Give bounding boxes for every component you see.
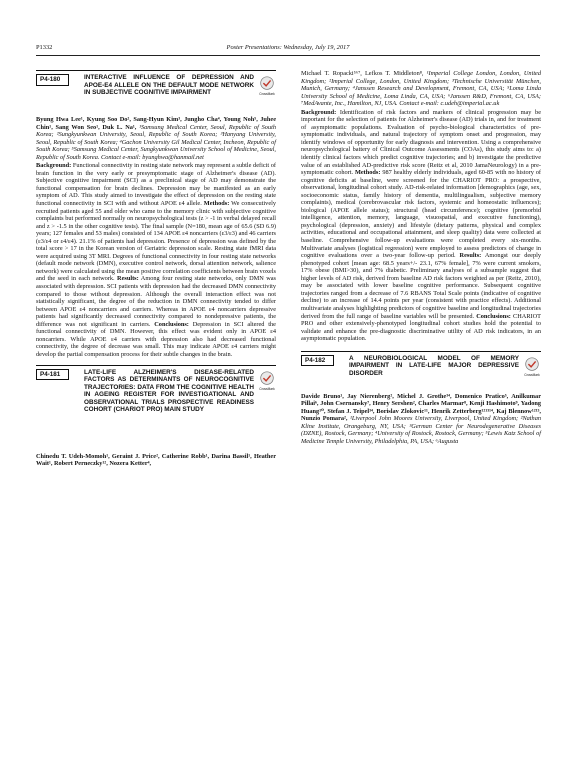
affiliations: ¹Liverpool John Moores University, Liverpool, United Kingdom; ²Nathan Kline Institute, Orangeburg, NY, USA; ³German Center for Neurodegenerative Diseases (DZNE), Rostock, Germany; ⁴University of Rostock, Rostock, Germany; ⁵Lewis Katz School of Medicine Temple University, Philadelphia, PA, USA; ⁶Augusta [301,415,542,445]
crossmark-logo[interactable] [258,75,276,96]
crossmark-label: CrossMark [259,386,275,391]
section-text: 987 healthy elderly individuals, aged 60-85 with no history of cognitive deficits at baseline, were screened for the CHARIOT PRO: a prospective, observational, longitudinal cohort study. AD-risk-related information [demographics (age, sex, socioeconomic status, family history of dementia, multilingualism, subjective memory complaints), medical (cerebrovascular risk factors, systemic and homeostatic influences); biological (APOE allele status); structural (head circumference); cognitive (premorbid intelligence, attention, memory, language, visuospatial, and executive functioning), psychological (depression, anxiety) and lifestyle (dietary patterns, physical and complex activities, educational and occupational attainment, and sleep quality) data were collected at baseline. Comprehensive follow-up evaluations were completed every six-months. Multivariate analyses (logistical regression) were employed to assess predictors of change in cognitive evaluations over a two-year follow-up period. [301,169,541,260]
abstract-body [301,109,541,343]
section-text: CHARIOT PRO and other extensively-phenotyped longitudinal cohort studies hold the potential to validate and enhance the pre-diagnostic discriminative utility of AD risk indicators, in an asymptomatic population. [301,312,542,343]
abstract-header [36,365,276,449]
abstract-p4-182 [301,351,541,446]
section-text: Identification of risk factors and markers of clinical progression may be important for the selection of patients for Alzheimer's disease (AD) trials in, and for treatment of asymptomatic populations. Evaluation of psycho-biological characteristics of pre-symptomatic individuals, and natural trajectory of symptom onset and progression, may identify windows of opportunity for early diagnosis and intervention. Using a comprehensive neuropsychological battery of Clinical Outcome Assessments (COAs), this study aims to: a) identify clinical factors which predict cognitive trajectories; and b) investigate the predictive value of an established AD-predictive risk score (Reitz et al, 2010 JamaNeurology) in a pre-symptomatic cohort. [301,108,541,177]
left-column [36,70,276,474]
section-label: Methods: [203,200,230,208]
crossmark-label: CrossMark [524,372,540,377]
section-label: Background: [36,162,72,170]
abstract-title: INTERACTIVE INFLUENCE OF DEPRESSION AND APOE-E4 ALLELE ON THE DEFAULT MODE NETWORK IN SUBJECTIVE COGNITIVE IMPAIRMENT [84,74,254,97]
section-label: Background: [301,108,337,116]
section-label: Methods: [354,169,381,177]
crossmark-logo[interactable] [258,370,276,391]
affiliations: ¹Imperial College London, London, United Kingdom; ²Imperial College, London, United Kingdom; ³Technische Universität München, Munich, Germany; ⁴Janssen Research and Development, Fremont, CA, USA; ⁵Loma Linda University School of Medicine, Loma Linda, CA, USA; ⁶Janssen R&D, Fremont, CA, USA; ⁷MedAvante, Inc., Hamilton, NJ, USA. Contact e-mail: c.udeh@imperial.ac.uk [301,70,542,108]
abstract-header [301,351,541,389]
author-list-continued: Michael T. Ropacki⁵⁶⁷, Lefkos T. Middleton⁸, [301,70,427,77]
section-text: Amongst our deeply phenotyped cohort [mean age: 68.5 years+/- 23.1, 67% female], 7% were current smokers, 17% obese (BMI>30), and 7% diabetic. Preliminary analyses of a subsample suggest that higher levels of AD risk, derived from baseline AD risk factors weighted as per (Reitz, 2010), may be associated with lower baseline cognitive performance. Subsequent cognitive trajectories ranged from a decrease of 7.6 RBANS Total Scale points (indicative of cognitive decline) to an increase of 14.4 points per year (consistent with practice effects). Additional multivariate analyses highlighting predictors of cognitive baseline and longitudinal trajectories derived from the full range of baseline variables will be presented. [301,252,541,320]
crossmark-logo[interactable] [523,356,541,377]
section-text: Depression in SCI altered the functional connectivity of DMN. However, this effect was evident only in APOE ε4 noncarriers. While APOE ε4 carriers with depression also had decreased functional connectivity, the degree of decrease was small. This may indicate APOE ε4 carriers might develop the partial compensation process for their subtle changes in the brain. [36,320,276,358]
section-label: Conclusions: [476,312,511,320]
abstract-p4-181 [36,365,276,468]
right-column [301,70,541,452]
page-number: P1332 [36,44,53,51]
abstract-authors [36,453,276,468]
abstract-title: LATE-LIFE ALZHEIMER'S DISEASE-RELATED FACTORS AS DETERMINANTS OF NEUROCOGNITIVE TRAJECTORIES: DATA FROM THE COGNITIVE HEALTH IN AGEING REGISTER FOR INVESTIGATIONAL AND OBSERVATIONAL TRIALS PROSPECTIVE READINESS COHORT (CHARIOT PRO) MAIN STUDY [84,368,254,414]
section-label: Conclusions: [154,320,189,328]
abstract-authors [301,393,541,446]
abstract-id: P4-181 [36,369,69,381]
abstract-authors-continued [301,70,541,108]
abstract-header [36,70,276,112]
abstract-authors [36,116,276,161]
section-text: We consecutively recruited patients aged 55 and older who came to the memory clinic with subjective cognitive complaints but performed normally on neuropsychological tests (z > -1 in verbal delayed recall and z > -1.5 in the other cognitive tests). The final sample (N=180, mean age of 65.6 (SD 6.9) years; 127 females and 53 males) consisted of 134 APOE ε4 noncarriers (ε3/ε3) and 46 carriers (ε3/ε4 or ε4/ε4). 21.1% of patients had depression. Presence of depression was defined by the total score > 17 in the Korean version of Geriatric depression scale. Resting state fMRI data were acquired using 3T MRI. Degrees of functional connectivity in four resting state networks (default mode network (DMN), executive control network, dorsal attention network, salience network) were calculated using the mean positive correlation coefficients between brain voxels and the seed in each network. [36,200,277,283]
abstract-id: P4-180 [36,74,69,86]
section-text: Functional connectivity in resting state network may represent a subtle deficit of brain function in the very early or presymptomatic stage of Alzheimer's disease (AD). Subjective cognitive impairment (SCI) as a preclinical stage of AD may demonstrate the functional compensation for brain declines. Depression may be manifested as an early symptom of AD. This study aimed to investigate the effect of depression on the resting state functional connectivity in SCI with and without APOE ε4 allele. [36,162,276,208]
header-rule [36,55,540,56]
section-label: Results: [459,252,482,260]
author-list: Byung Hwa Lee¹, Kyung Soo Do², Sang-Hyun Kim³, Jungho Cha⁴, Young Noh⁵, Juhee Chin¹, Sang Won Seo¹, Duk L. Na¹, [36,116,276,131]
abstract-p4-180 [36,70,276,359]
crossmark-label: CrossMark [259,92,275,96]
page-header [36,44,540,56]
section-text: Among four resting state networks, only DMN was associated with depression. SCI patients with depression had the decreased DMN connectivity compared to those without depression. Although the overall interaction effect was not statistically significant, the degree of the reduction in DMN connectivity tended to differ between APOE ε4 noncarriers and carriers. Whereas in APOE ε4 noncarriers depressive patients had significantly decreased connectivity compared to nondepressive patients, the difference was not significant in carriers. [36,275,276,328]
abstract-body [36,162,276,358]
abstract-title: A NEUROBIOLOGICAL MODEL OF MEMORY IMPAIRMENT IN LATE-LIFE MAJOR DEPRESSIVE DISORDER [349,354,519,377]
abstract-id: P4-182 [301,355,334,367]
affiliations: ¹Samsung Medical Center, Seoul, Republic of South Korea; ²Sungkyunkwan University, Seoul, Republic of South Korea; ³Hanyang University, Seoul, Republic of South Korea; ⁴Gachon University Gil Medical Center, Incheon, Republic of South Korea; ⁵Samsung Medical Center, Sungkyunkwan University School of Medicine, Seoul, Republic of South Korea. Contact e-mail: byunghwa@hanmail.net [36,123,276,161]
section-label: Results: [117,275,139,283]
running-title: Poster Presentations: Wednesday, July 19, 2017 [226,44,350,51]
author-list: Davide Bruno¹, Jay Nierenberg², Michel J. Grothe³⁴, Domenico Pratico⁵, Anilkumar Pillai⁶, John Csernansky⁷, Henry Sershen², Charles Marmar⁸, Kenji Hashimoto⁹, Yadong Huang¹⁰, Stefan J. Teipel³⁴, Borislav Zlokovic¹¹, Henrik Zetterberg¹²¹³¹⁴, Kaj Blennow¹²¹³, Nunzio Pomara², [301,392,541,423]
author-list: Chinedu T. Udeh-Momoh¹, Geraint J. Price², Catherine Robb¹, Darina Bassil¹, Heather Wait¹, Robert Perneczky¹², Nozera Ketter⁴, [36,452,276,468]
